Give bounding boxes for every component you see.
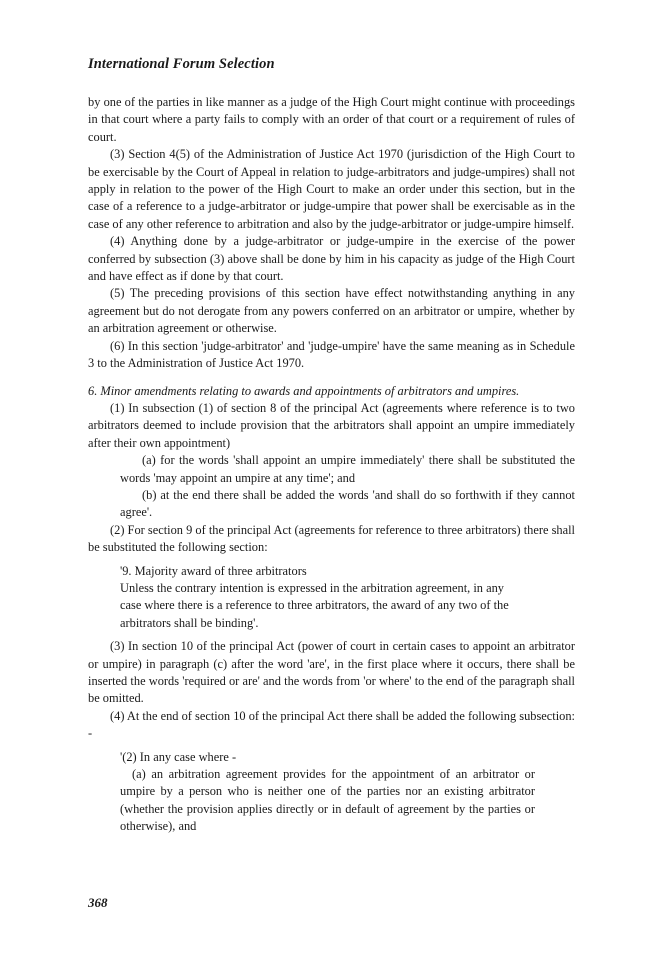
quote-title: '9. Majority award of three arbitrators (120, 563, 307, 578)
section-6-heading: 6. Minor amendments relating to awards and appointments of arbitrators and umpires. (88, 383, 520, 398)
paragraph-subsection-3: (3) Section 4(5) of the Administration of Justice Act 1970 (jurisdiction of the High Court to be exercisable by the Court of Appeal in relation to judge-arbitrators and judge-umpires) shall not apply in relation to the power of the High Court to make an order under this section, but in the case of a reference to a judge-arbitrator or judge-umpire that power shall be exercisable as in the case of any other reference to arbitration and also by the judge-arbitrator or judge-umpire himself. (88, 147, 575, 231)
paragraph-subsection-6: (6) In this section 'judge-arbitrator' and 'judge-umpire' have the same meaning as in Schedule 3 to the Administration of Justice Act 1970. (88, 338, 575, 371)
section-6-item-a: (a) for the words 'shall appoint an umpire immediately' there shall be substituted the words 'may appoint an umpire at any time'; and (120, 453, 575, 485)
page-number: 368 (88, 895, 108, 910)
quote2-item-a: (a) an arbitration agreement provides for the appointment of an arbitrator or umpire by a person who is neither one of the parties nor an existing arbitrator (whether the provision applies directly or in default of agreement by the parties or otherwise), and (120, 767, 535, 834)
section-6-item-b: (b) at the end there shall be added the words 'and shall do so forthwith if they cannot agree'. (120, 487, 575, 520)
section-6-subsection-4: (4) At the end of section 10 of the principal Act there shall be added the following subsection: - (88, 708, 575, 741)
quote-body: Unless the contrary intention is expressed in the arbitration agreement, in any case where there is a reference to three arbitrators, the award of any two of the arbitrators shall be binding'. (120, 580, 509, 630)
body-text (88, 94, 575, 836)
paragraph-continuation: by one of the parties in like manner as a judge of the High Court might continue with proceedings in that court where a party fails to comply with an order of that court or a requirement of rules of court. (88, 95, 575, 144)
section-6-subsection-2: (2) For section 9 of the principal Act (agreements for reference to three arbitrators) there shall be substituted the following section: (88, 522, 575, 555)
section-6-subsection-3: (3) In section 10 of the principal Act (power of court in certain cases to appoint an arbitrator or umpire) in paragraph (c) after the word 'are', in the first place where it occurs, there shall be inserted the words 'required or are' and the words from 'or where' to the end of the paragraph shall be omitted. (88, 639, 575, 706)
paragraph-subsection-5: (5) The preceding provisions of this section have effect notwithstanding anything in any agreement but do not derogate from any powers conferred on an arbitrator or umpire, whether by an arbitration agreement or otherwise. (88, 286, 575, 336)
paragraph-subsection-4: (4) Anything done by a judge-arbitrator or judge-umpire in the exercise of the power conferred by subsection (3) above shall be done by him in his capacity as judge of the High Court and have effect as if done by that court. (88, 234, 575, 284)
running-head: International Forum Selection (88, 56, 275, 72)
section-6-subsection-1: (1) In subsection (1) of section 8 of the principal Act (agreements where reference is to two arbitrators deemed to include provision that the arbitrators shall appoint an umpire immediately after their own appointment) (88, 400, 575, 450)
document-page (88, 0, 575, 975)
quote2-title: '(2) In any case where - (120, 749, 237, 764)
